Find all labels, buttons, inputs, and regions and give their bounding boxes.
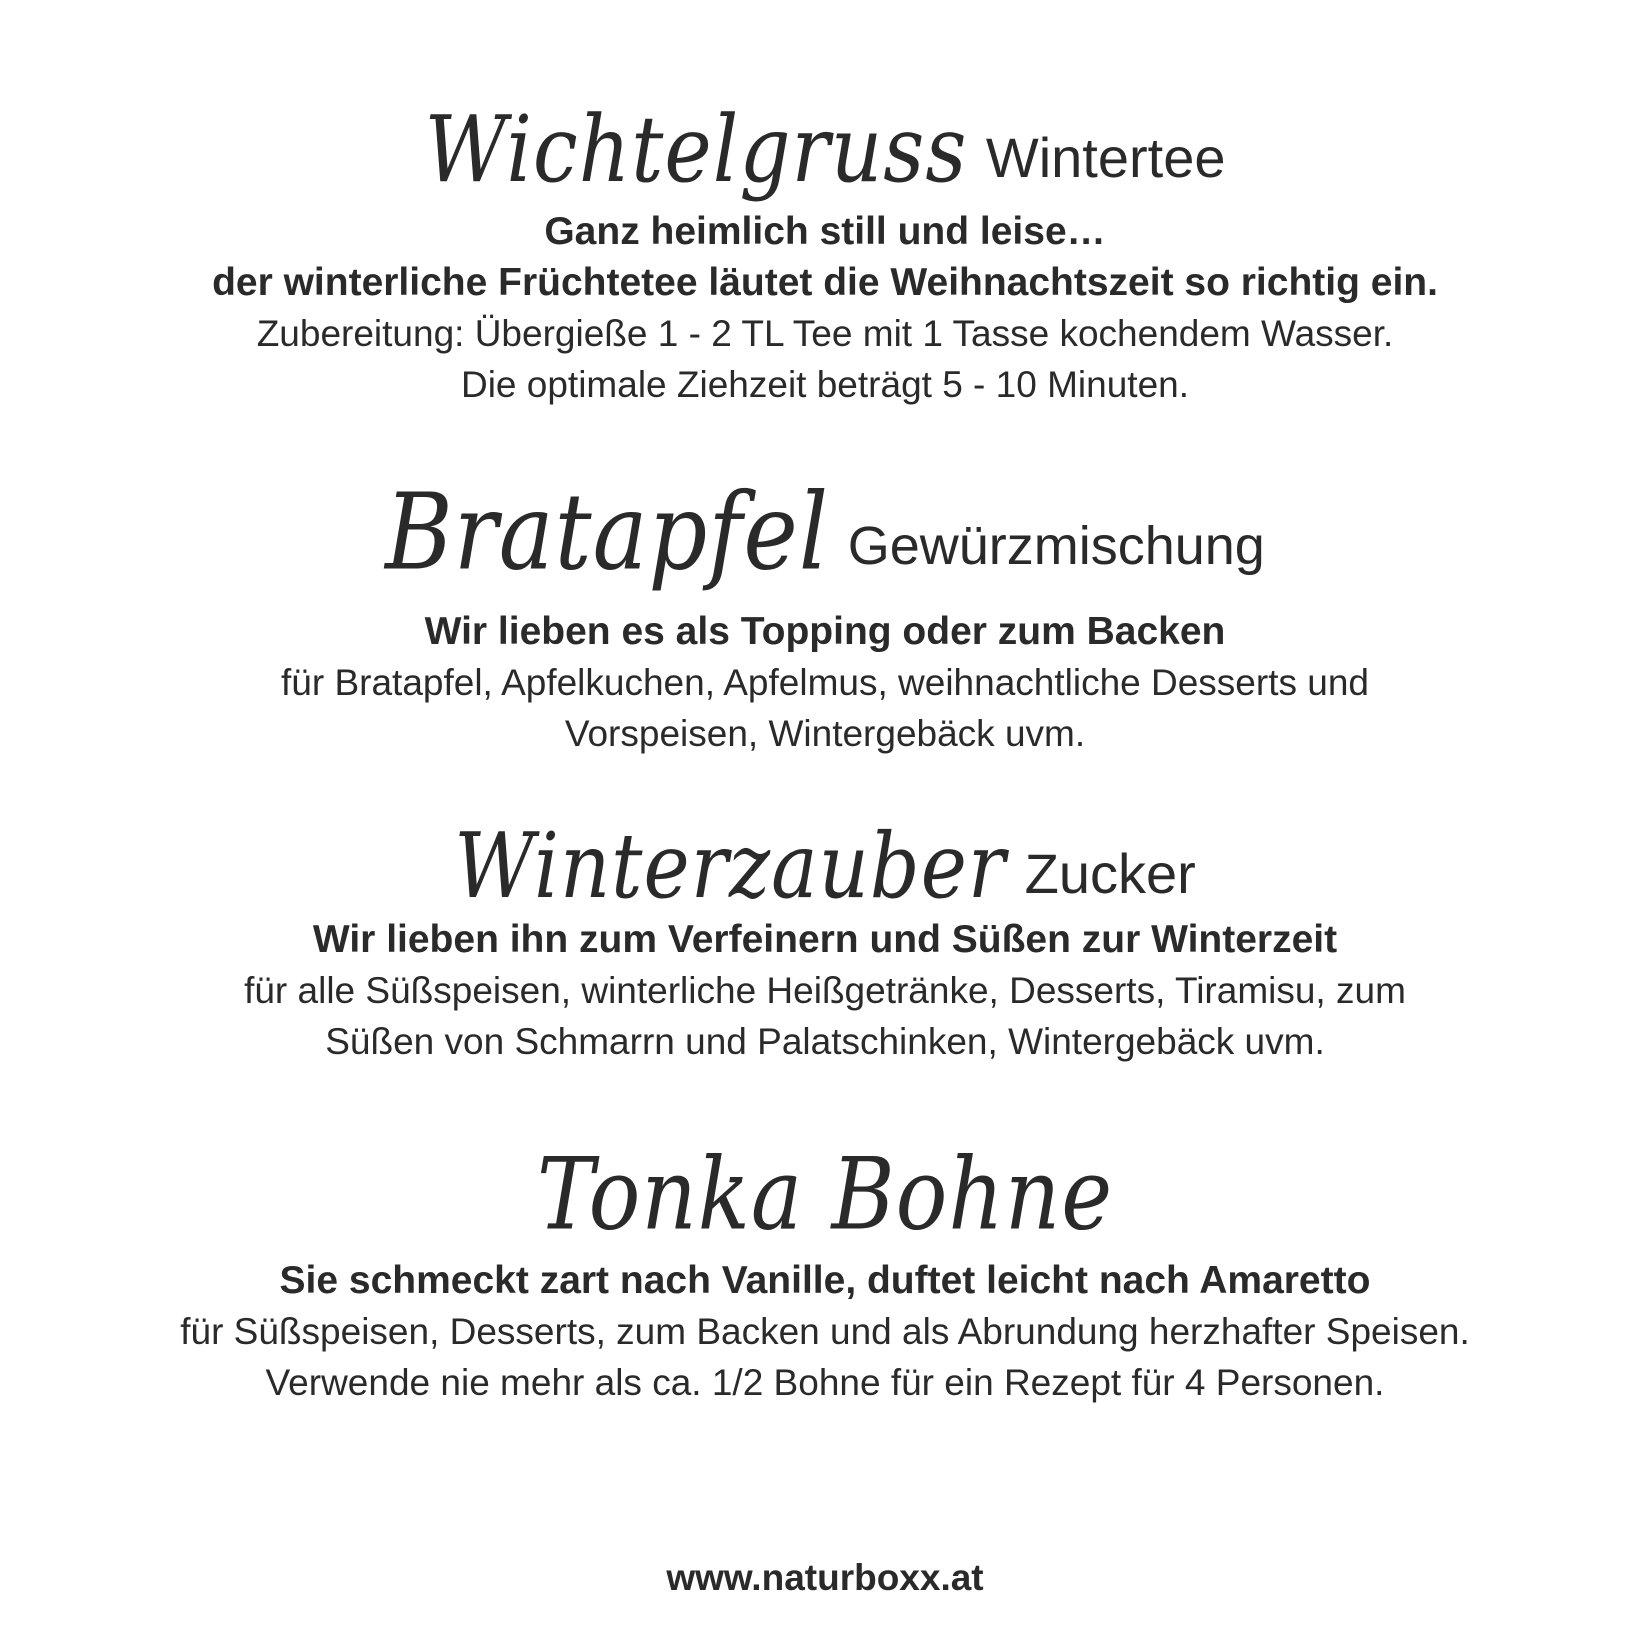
description-line: Vorspeisen, Wintergebäck uvm. (564, 713, 1086, 754)
description-line: Süßen von Schmarrn und Palatschinken, Wintergebäck uvm. (325, 1021, 1325, 1062)
product-title: Gewürzmischung (847, 516, 1265, 576)
product-title: Wintertee (985, 126, 1226, 189)
section-heading (0, 470, 1650, 610)
description-line: Zubereitung: Übergieße 1 - 2 TL Tee mit 1 Tasse kochendem Wasser. (256, 313, 1394, 354)
section-zucker (0, 815, 1650, 1067)
section-tonka-bohne (0, 1137, 1650, 1408)
description-line: Verwende nie mehr als ca. 1/2 Bohne für ein Rezept für 4 Personen. (265, 1362, 1385, 1403)
script-title: Bratapfel (385, 470, 830, 595)
description-line: Die optimale Ziehzeit beträgt 5 - 10 Minuten. (460, 364, 1190, 405)
script-title: Tonka Bohne (536, 1137, 1114, 1253)
section-heading (0, 815, 1650, 919)
tagline: Sie schmeckt zart nach Vanille, duftet leicht nach Amaretto (279, 1259, 1371, 1302)
tagline: der winterliche Früchtetee läutet die Weihnachtszeit so richtig ein. (212, 261, 1438, 304)
description-line: für Süßspeisen, Desserts, zum Backen und als Abrundung herzhafter Speisen. (180, 1311, 1470, 1352)
section-wintertee (0, 95, 1650, 410)
website-link[interactable]: www.naturboxx.at (666, 1557, 984, 1598)
description-line: für Bratapfel, Apfelkuchen, Apfelmus, weihnachtliche Desserts und (281, 662, 1369, 703)
script-title: Wichtelgruss (424, 95, 968, 203)
description-line: für alle Süßspeisen, winterliche Heißgetränke, Desserts, Tiramisu, zum (244, 970, 1406, 1011)
section-gewuerzmischung (0, 470, 1650, 759)
tagline: Wir lieben es als Topping oder zum Backen (424, 610, 1226, 653)
product-title: Zucker (1024, 842, 1196, 905)
section-heading (0, 95, 1650, 215)
script-title: Winterzauber (454, 815, 1007, 919)
section-heading (0, 1137, 1650, 1255)
tagline: Ganz heimlich still und leise… (544, 210, 1106, 253)
tagline: Wir lieben ihn zum Verfeinern und Süßen zur Winterzeit (312, 918, 1338, 961)
